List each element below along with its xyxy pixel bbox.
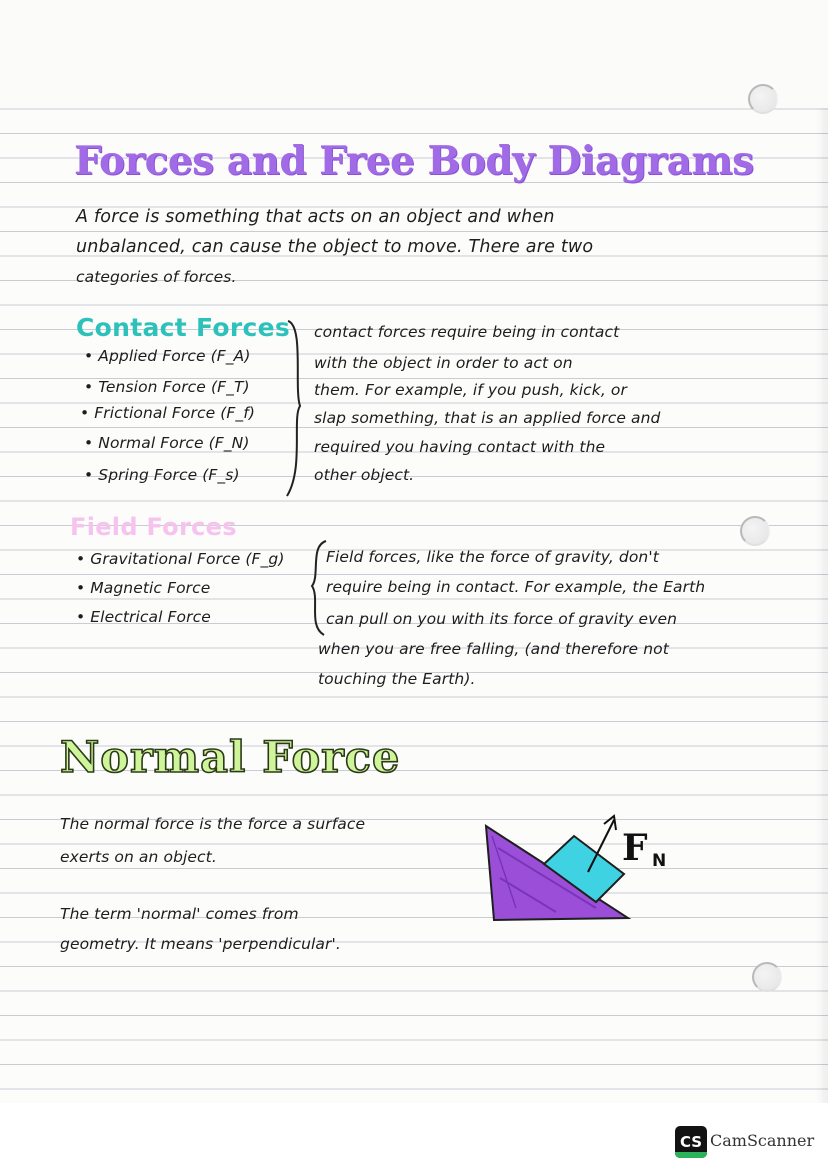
normal-line-2: exerts on an object. [60, 848, 217, 866]
camscanner-logo-icon: CS [675, 1126, 707, 1158]
normal-line-3: The term 'normal' comes from [60, 905, 299, 923]
incline-diagram [476, 808, 702, 928]
contact-desc-line-5: required you having contact with the [314, 438, 606, 456]
field-desc-line-1: Field forces, like the force of gravity, don't [326, 548, 659, 566]
normal-line-1: The normal force is the force a surface [60, 815, 366, 833]
contact-item-normal: • Normal Force (F_N) [84, 434, 250, 452]
binder-hole-icon [748, 84, 778, 114]
binder-hole-icon [752, 962, 782, 992]
normal-force-heading: Normal Force [60, 733, 401, 783]
field-item-magnetic: • Magnetic Force [76, 579, 211, 597]
field-item-gravitational: • Gravitational Force (F_g) [76, 550, 285, 568]
contact-forces-heading: Contact Forces [76, 313, 291, 342]
contact-desc-line-6: other object. [314, 466, 415, 484]
intro-line-2: unbalanced, can cause the object to move. There are two [76, 237, 594, 257]
field-desc-line-4: when you are free falling, (and therefore not [318, 640, 669, 658]
contact-item-tension: • Tension Force (F_T) [84, 378, 250, 396]
field-item-electrical: • Electrical Force [76, 608, 211, 626]
contact-item-applied: • Applied Force (F_A) [84, 347, 251, 365]
contact-desc-line-4: slap something, that is an applied force and [314, 409, 661, 427]
contact-desc-line-3: them. For example, if you push, kick, or [314, 381, 627, 399]
contact-brace-icon [284, 318, 308, 500]
field-desc-line-2: require being in contact. For example, the Earth [326, 578, 706, 596]
page-title: Forces and Free Body Diagrams [74, 138, 754, 184]
field-desc-line-3: can pull on you with its force of gravity even [326, 610, 678, 628]
contact-desc-line-1: contact forces require being in contact [314, 323, 620, 341]
field-desc-line-5: touching the Earth). [318, 670, 476, 688]
binder-hole-icon [740, 516, 770, 546]
logo-accent [675, 1152, 707, 1158]
intro-line-3: categories of forces. [76, 268, 237, 286]
intro-line-1: A force is something that acts on an object and when [76, 207, 555, 227]
contact-desc-line-2: with the object in order to act on [314, 354, 573, 372]
diagram-force-subscript: N [652, 851, 667, 871]
camscanner-brand-text: CamScanner [710, 1131, 815, 1150]
diagram-force-label: F [622, 827, 648, 869]
contact-item-spring: • Spring Force (F_s) [84, 466, 240, 484]
contact-item-frictional: • Frictional Force (F_f) [80, 404, 255, 422]
normal-line-4: geometry. It means 'perpendicular'. [60, 935, 341, 953]
field-forces-heading: Field Forces [70, 513, 237, 541]
page-top-margin [0, 0, 828, 108]
